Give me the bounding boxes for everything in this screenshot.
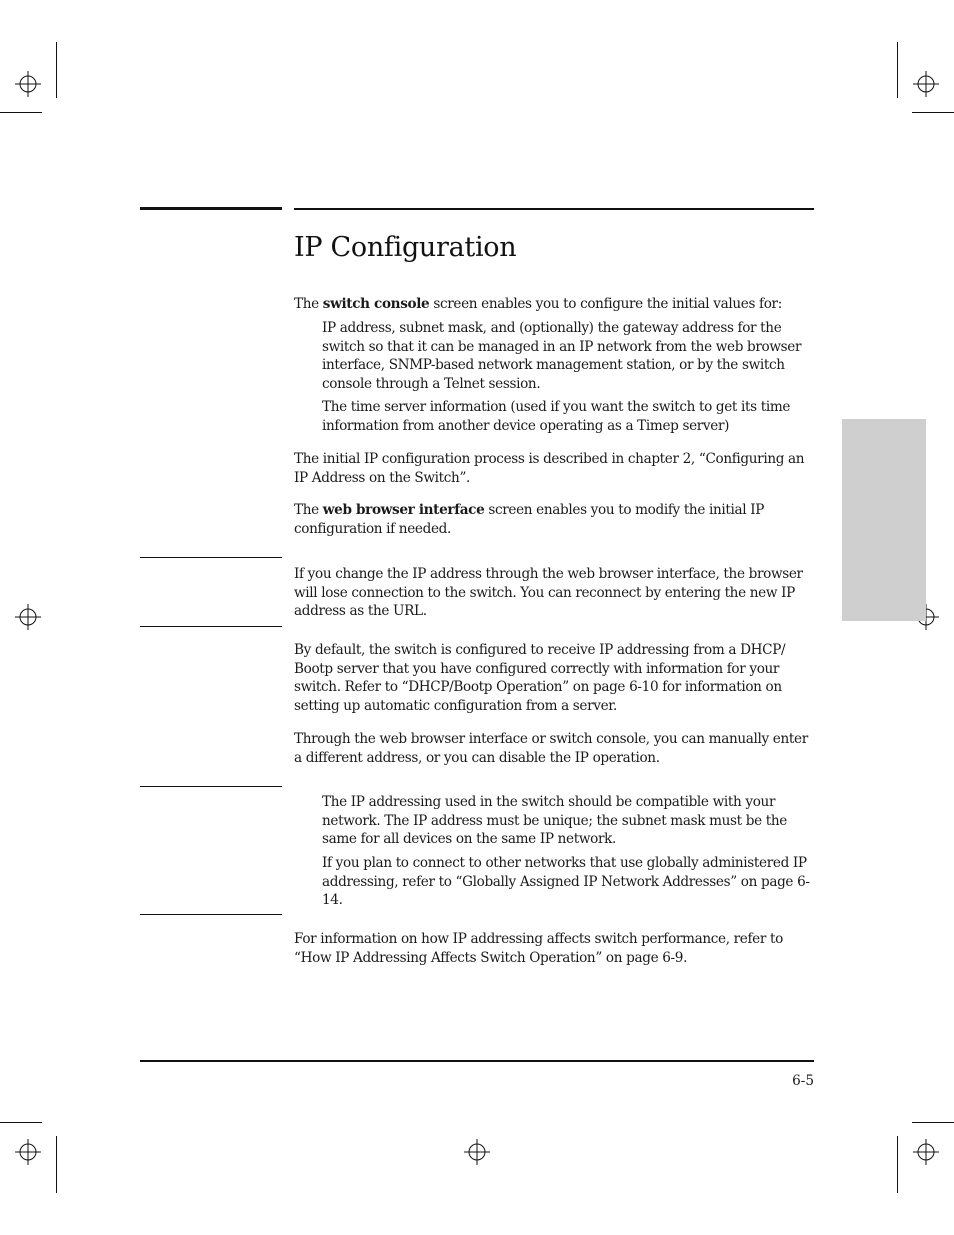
note-2-item: The IP addressing used in the switch should be compatible with your network. The IP address must be unique; the subnet mask must be the same for all devices on the same IP network.: [322, 794, 787, 848]
footer-rule: [140, 1060, 814, 1062]
note-rule-top: [140, 786, 282, 787]
intro-paragraph: [294, 295, 816, 314]
crop-mark: [897, 1136, 898, 1193]
registration-mark-icon: [464, 1139, 490, 1165]
registration-mark-icon: [15, 1139, 41, 1165]
page-number: 6-5: [792, 1073, 814, 1089]
intro-item: IP address, subnet mask, and (optionally) the gateway address for the switch so that it can be managed in an IP network from the web browser interface, SNMP-based network management station, or by the switch console through a Telnet session.: [322, 320, 802, 392]
crop-mark: [56, 42, 57, 98]
crop-mark: [912, 1122, 954, 1123]
note-rule-bottom: [140, 626, 282, 627]
paragraph-manual: Through the web browser interface or switch console, you can manually enter a different address, or you can disable the IP operation.: [294, 731, 808, 766]
paragraph-final: For information on how IP addressing affects switch performance, refer to “How IP Addressing Affects Switch Operation” on page 6-9.: [294, 931, 783, 966]
crop-mark: [912, 112, 954, 113]
intro-text-pre: The: [294, 296, 323, 312]
note-2-item: If you plan to connect to other networks that use globally administered IP addressing, refer to “Globally Assigned IP Network Addresses” on page 6-14.: [322, 855, 810, 909]
header-rule-main: [294, 208, 814, 210]
page-title: IP Configuration: [294, 232, 517, 263]
paragraph-default: By default, the switch is configured to receive IP addressing from a DHCP/ Bootp server that you have configured correctly with information for your switch. Refer to “DHCP/Bootp Operation” on page 6-10 for information on setting up automatic configuration from a server.: [294, 642, 786, 714]
header-rule-left: [140, 207, 282, 210]
note-rule-bottom: [140, 914, 282, 915]
registration-mark-icon: [913, 71, 939, 97]
web-text-pre: The: [294, 502, 323, 518]
paragraph-web: [294, 501, 816, 538]
registration-mark-icon: [15, 71, 41, 97]
crop-mark: [0, 112, 42, 113]
chapter-tab: [842, 419, 926, 621]
intro-text-bold: switch console: [322, 296, 430, 312]
paragraph-initial: The initial IP configuration process is described in chapter 2, “Configuring an IP Address on the Switch”.: [294, 451, 805, 486]
registration-mark-icon: [913, 1139, 939, 1165]
note-1: If you change the IP address through the web browser interface, the browser will lose connection to the switch. You can reconnect by entering the new IP address as the URL.: [294, 566, 803, 620]
web-text-post: screen enables you to modify the initial IP configuration if needed.: [294, 502, 765, 537]
intro-text-post: screen enables you to configure the initial values for:: [429, 296, 782, 312]
crop-mark: [56, 1136, 57, 1193]
note-rule-top: [140, 557, 282, 558]
intro-item: The time server information (used if you want the switch to get its time information from another device operating as a Timep server): [322, 399, 791, 434]
web-text-bold: web browser interface: [322, 502, 485, 518]
crop-mark: [897, 42, 898, 98]
crop-mark: [0, 1122, 42, 1123]
registration-mark-icon: [15, 604, 41, 630]
